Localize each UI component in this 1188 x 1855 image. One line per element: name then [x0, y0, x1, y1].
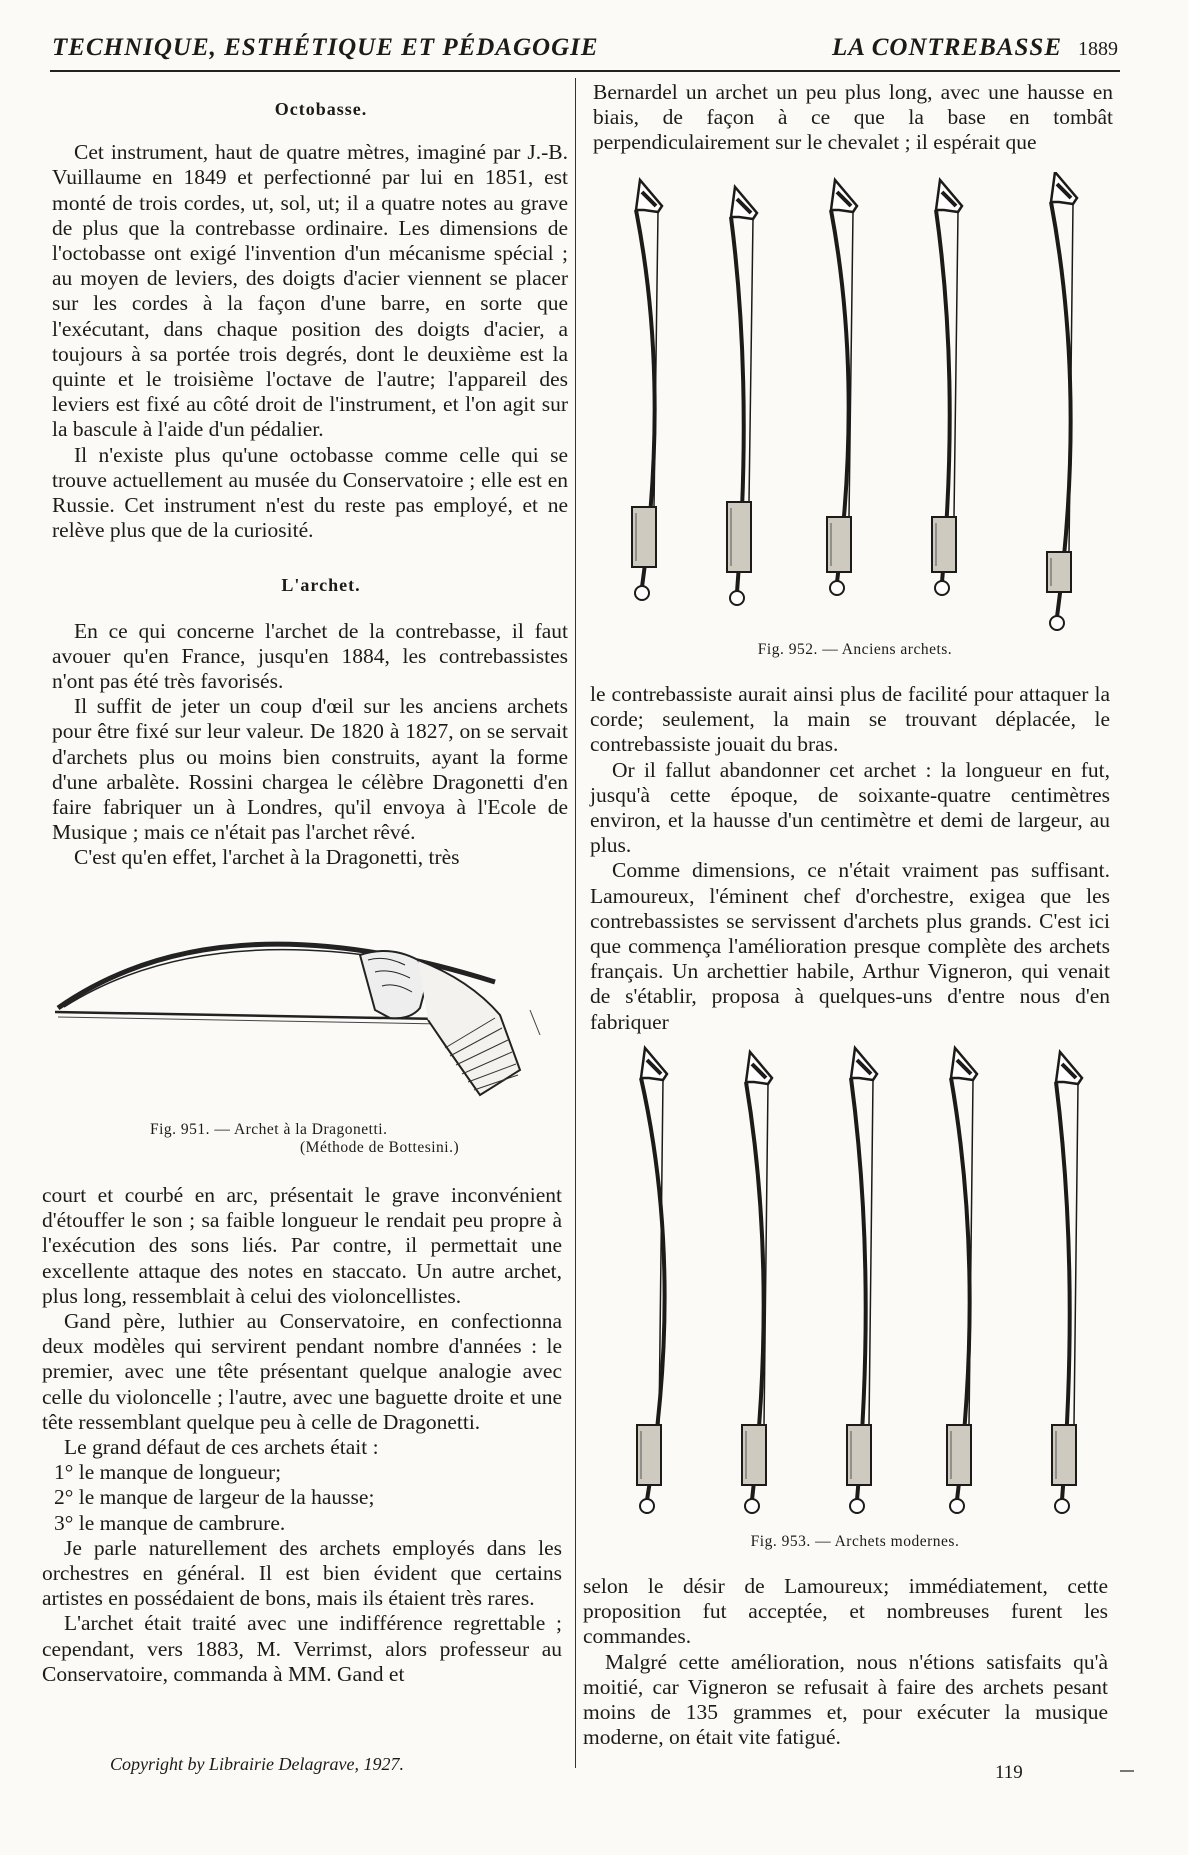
paragraph-bernardel: Bernardel un archet un peu plus long, avec une hausse en biais, de façon à ce que la base en tombât perpendiculairement sur le chevalet ; il espérait que — [593, 80, 1113, 155]
archet-paragraph-1: En ce qui concerne l'archet de la contrebasse, il faut avouer qu'en France, jusqu'en 1884, les contrebassistes n'ont pas été très favorisés. — [52, 618, 568, 694]
figure-951-caption-line-2: (Méthode de Bottesini.) — [300, 1139, 460, 1156]
figure-953-caption: Fig. 953. — Archets modernes. — [750, 1533, 960, 1550]
old-bow — [827, 180, 857, 595]
figure-951-dragonetti-bow — [50, 920, 570, 1100]
octobasse-heading: Octobasse. — [274, 99, 368, 119]
old-bow — [632, 180, 662, 600]
column-divider — [575, 78, 576, 1768]
right-column-middle — [590, 682, 1110, 1035]
folio-number: 119 — [995, 1762, 1023, 1783]
copyright-footer: Copyright by Librairie Delagrave, 1927. — [110, 1754, 404, 1774]
figure-952-caption: Fig. 952. — Anciens archets. — [757, 641, 953, 658]
header-rule — [50, 70, 1120, 72]
right-column-top — [593, 80, 1113, 156]
defect-list-item: 2° le manque de largeur de la hausse; — [54, 1485, 375, 1510]
paragraph-traite: L'archet était traité avec une indifférence regrettable ; cependant, vers 1883, M. Verrimst, alors professeur au Conservatoire, commanda à MM. Gand et — [42, 1611, 562, 1686]
octobasse-paragraph-2: Il n'existe plus qu'une octobasse comme celle qui se trouve actuellement au musée du Conservatoire ; elle est en Russie. Cet instrument n'est du reste pas employé, et ne relève plus que de la curiosité. — [52, 442, 568, 543]
modern-bow — [847, 1048, 877, 1513]
old-bow — [727, 187, 757, 605]
defect-list-item: 3° le manque de cambrure. — [54, 1510, 286, 1535]
archet-paragraph-3: C'est qu'en effet, l'archet à la Dragonetti, très — [74, 845, 460, 870]
paragraph-malgre: Malgré cette amélioration, nous n'étions satisfaits qu'à moitié, car Vigneron se refusait à faire des archets pesant moins de 135 grammes et, pour exécuter la musique moderne, on était vite fatigué. — [583, 1649, 1108, 1750]
octobasse-paragraph-1: Cet instrument, haut de quatre mètres, imaginé par J.-B. Vuillaume en 1849 et perfectionné par lui en 1851, est monté de trois cordes, ut, sol, ut; il a quatre notes au grave de plus que la contrebasse ordinaire. Les dimensions de l'octobasse ont exigé l'invention d'un mécanisme spécial ; au moyen de leviers, des doigts d'acier viennent se placer sur les cordes à la façon d'une barre, en sorte que l'exécutant, dans chaque position des doigts d'acier, a toujours à sa portée trois degrés, dont le deuxième est la quinte et le troisième l'octave de l'autre; l'appareil des leviers est fixé au côté droit de l'instrument, et l'on agit sur la bascule à l'aide d'un pédalier. — [52, 140, 568, 442]
archet-heading: L'archet. — [281, 575, 361, 596]
running-header-page-number: 1889 — [1078, 38, 1118, 60]
margin-mark — [1120, 1770, 1134, 1772]
paragraph-gand: Gand père, luthier au Conservatoire, en confectionna deux modèles qui servirent pendant nombre d'années : le premier, avec une tête présentant quelque analogie avec celle du violoncelle ; l'autre, avec une baguette droite et une tête ressemblant quelque peu à celle de Dragonetti. — [42, 1309, 562, 1434]
figure-951-caption — [150, 1121, 510, 1157]
left-column-top — [52, 97, 568, 871]
defect-list-item: 1° le manque de longueur; — [54, 1460, 282, 1485]
paragraph-plus-facilite: le contrebassiste aurait ainsi plus de facilité pour attaquer la corde; seulement, la main se trouvant déplacée, le contrebassiste jouait du bras. — [590, 682, 1110, 757]
archet-paragraph-2: Il suffit de jeter un coup d'œil sur les anciens archets pour être fixé sur leur valeur. De 1820 à 1827, on se servait d'archets plus ou moins bien construits, ayant la forme d'une arbalète. Rossini chargea le célèbre Dragonetti d'en faire fabriquer un à Londres, qu'il envoya à l'Ecole de Musique ; mais ce n'était pas l'archet rêvé. — [52, 694, 568, 845]
paragraph-je-parle: Je parle naturellement des archets employés dans les orchestres en général. Il est bien évident que certains artistes en possédaient de bons, mais ils étaient très rares. — [42, 1535, 562, 1611]
old-bow — [932, 180, 962, 595]
figure-952-old-bows — [600, 172, 1110, 637]
modern-bow — [637, 1048, 667, 1513]
running-header-title: LA CONTREBASSE — [831, 34, 1062, 61]
paragraph-selon: selon le désir de Lamoureux; immédiatement, cette proposition fut acceptée, et nombreuses furent les commandes. — [583, 1574, 1108, 1649]
paragraph-defaut: Le grand défaut de ces archets était : — [64, 1435, 379, 1460]
modern-bow — [947, 1048, 977, 1513]
paragraph-dimensions: Comme dimensions, ce n'était vraiment pas suffisant. Lamoureux, l'éminent chef d'orchestre, exigea que les contrebassistes se servissent d'archets plus grands. C'est ici que commença l'amélioration presque complète des archets français. Un archettier habile, Arthur Vigneron, qui venait de s'établir, proposa à quelques-uns d'entre nous d'en fabriquer — [590, 858, 1110, 1034]
left-column-bottom — [42, 1183, 562, 1687]
figure-951-caption-line-1: Fig. 951. — Archet à la Dragonetti. — [150, 1121, 388, 1138]
old-bow — [1047, 172, 1077, 630]
modern-bow — [742, 1052, 772, 1513]
paragraph-abandonner: Or il fallut abandonner cet archet : la longueur en fut, jusqu'à cette époque, de soixante-quatre centimètres environ, et la hausse d'un centimètre et demi de largeur, au plus. — [590, 757, 1110, 858]
right-column-bottom — [583, 1574, 1108, 1750]
running-header-right — [832, 34, 1118, 62]
modern-bow — [1052, 1052, 1082, 1513]
figure-953-modern-bows — [600, 1040, 1110, 1520]
running-header-left: TECHNIQUE, ESTHÉTIQUE ET PÉDAGOGIE — [52, 34, 599, 61]
paragraph-court: court et courbé en arc, présentait le grave inconvénient d'étouffer le son ; sa faible longueur le rendait peu propre à l'exécution des sons liés. Par contre, il permettait une excellente attaque des notes en staccato. Un autre archet, plus long, ressemblait à celui des violoncellistes. — [42, 1183, 562, 1308]
